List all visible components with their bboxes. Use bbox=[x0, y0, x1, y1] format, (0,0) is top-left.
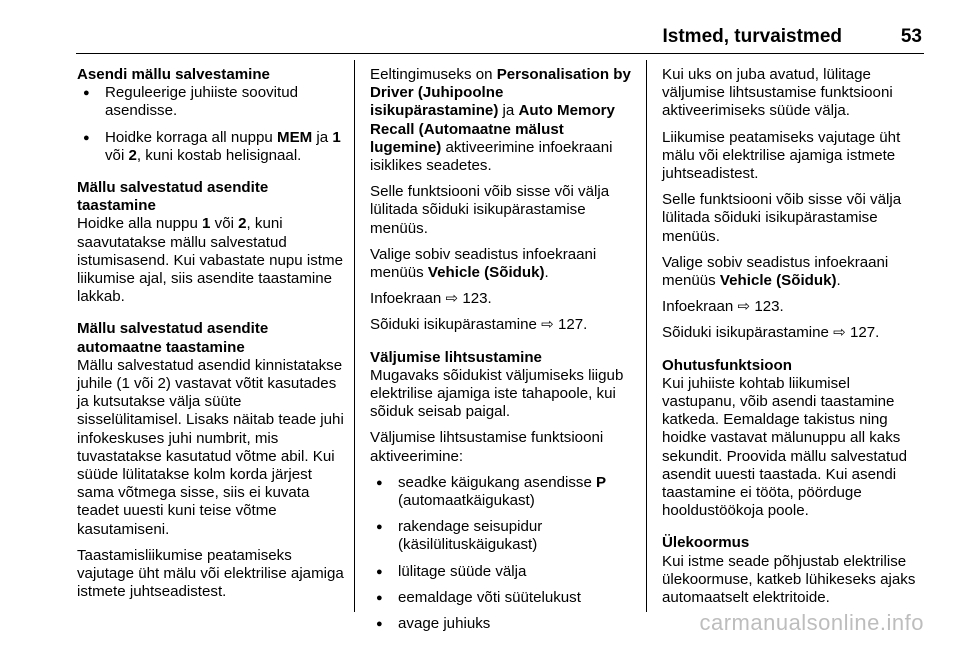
button-label-2: 2 bbox=[238, 215, 247, 233]
section-auto-restore bbox=[77, 320, 345, 601]
button-label-1: 1 bbox=[202, 215, 211, 233]
page-number: 53 bbox=[900, 26, 922, 47]
section-heading: Asendi mällu salvestamine bbox=[77, 66, 270, 83]
paragraph: Kui juhiiste kohtab liikumisel vastupanu, võib asendi taastamine katkeda. Eemaldage takistus ning hoidke vastavat mälunuppu all kaks sekundit. Proovida mällu salvestatud asendit uuesti taastada. Kui asendi taastamine ei tööta, pöörduge hooldustöökoja poole. bbox=[662, 374, 907, 520]
column-divider-2 bbox=[646, 60, 647, 612]
section-heading: Mällu salvestatud asendite automaatne taastamine bbox=[77, 320, 269, 356]
list-item-text: , kuni kostab helisignaal. bbox=[136, 146, 302, 164]
section-heading: Mällu salvestatud asendite taastamine bbox=[77, 179, 269, 215]
paragraph: Väljumise lihtsustamise funktsiooni aktiveerimine: bbox=[370, 429, 604, 465]
bullet-list bbox=[77, 84, 345, 165]
column-2 bbox=[370, 66, 635, 647]
section-heading: Väljumise lihtsustamine bbox=[370, 348, 542, 366]
list-item bbox=[77, 84, 345, 120]
cross-reference: Infoekraan ⇨ 123. bbox=[370, 290, 492, 308]
page-title: Istmed, turvaistmed bbox=[662, 26, 842, 47]
section-overload bbox=[662, 534, 927, 607]
list-item: ● avage juhiuks bbox=[370, 615, 635, 633]
menu-name: Vehicle (Sõiduk) bbox=[427, 264, 545, 282]
section-memory-restore bbox=[77, 179, 345, 306]
bullet-list bbox=[370, 474, 635, 633]
setting-name: Auto Memory Recall (Automaatne mälust lugemine) bbox=[370, 102, 615, 156]
header-divider bbox=[76, 53, 924, 54]
watermark: carmanualsonline.info bbox=[699, 610, 924, 635]
paragraph: Mällu salvestatud asendid kinnistatakse juhile (1 või 2) vastavat võtit kasutades ja kutsutakse välja süüte sisselülitamisel. Lisaks näitab teade juhi infokeskuses juhi numbrit, mis tuvastatakse kasutatud võtme abil. Kui süüde lülitatakse kolm korda järjest sama võtmega sisse, siis ei kuvata teadet uuesti kuni teise võtme kasutamiseni. bbox=[77, 356, 344, 538]
section-safety-function bbox=[662, 357, 927, 521]
section-prerequisites bbox=[370, 66, 635, 335]
button-label-mem: MEM bbox=[277, 128, 313, 146]
cross-reference: Sõiduki isikupärastamine ⇨ 127. bbox=[370, 316, 588, 334]
menu-name: Vehicle (Sõiduk) bbox=[719, 272, 837, 290]
section-easy-exit bbox=[370, 349, 635, 634]
list-item-text: või bbox=[105, 146, 129, 164]
button-label-1: 1 bbox=[332, 128, 341, 146]
cross-reference: Infoekraan ⇨ 123. bbox=[662, 298, 784, 316]
list-item-text: Hoidke korraga all nuppu bbox=[105, 128, 278, 146]
list-item-text: ja bbox=[312, 128, 333, 146]
list-item: ● eemaldage võti süütelukust bbox=[370, 589, 635, 607]
paragraph: Eeltingimuseks on Personalisation by Driver (Juhipoolne isikupärastamine) ja Auto Memory Recall (Automaatne mälust lugemine) aktiveerimine infoekraani isiklikes seadetes. bbox=[370, 66, 631, 175]
column-divider-1 bbox=[354, 60, 355, 612]
list-item: ● rakendage seisupidur (käsilülituskäigukast) bbox=[370, 518, 635, 554]
paragraph: Valige sobiv seadistus infoekraani menüüs Vehicle (Sõiduk). bbox=[662, 253, 889, 290]
list-item-text: Reguleerige juhiiste soovitud asendisse. bbox=[105, 84, 298, 120]
paragraph: Kui istme seade põhjustab elektrilise ülekoormuse, katkeb lühikeseks ajaks automaatselt elektritoide. bbox=[662, 552, 916, 607]
gear-position: P bbox=[596, 473, 607, 491]
list-item: ● lülitage süüde välja bbox=[370, 563, 635, 581]
section-memory-save bbox=[77, 66, 345, 165]
section-easy-exit-cont bbox=[662, 66, 927, 343]
list-item: ● seadke käigukang asendisse P (automaatkäigukast) bbox=[370, 474, 635, 510]
cross-reference: Sõiduki isikupärastamine ⇨ 127. bbox=[662, 324, 880, 342]
page-header bbox=[0, 0, 960, 58]
button-label-2: 2 bbox=[128, 146, 137, 164]
paragraph: Selle funktsiooni võib sisse või välja lülitada sõiduki isikupärastamise menüüs. bbox=[370, 183, 610, 237]
column-3 bbox=[662, 66, 927, 621]
paragraph: Valige sobiv seadistus infoekraani menüüs Vehicle (Sõiduk). bbox=[370, 245, 597, 282]
paragraph: Mugavaks sõidukist väljumiseks liigub elektrilise ajamiga iste tahapoole, kui sõiduk seisab paigal. bbox=[370, 366, 624, 421]
column-1 bbox=[77, 66, 345, 615]
section-heading: Ülekoormus bbox=[662, 534, 750, 552]
setting-name: Personalisation by Driver (Juhipoolne isikupärastamine) bbox=[370, 66, 631, 120]
paragraph: Selle funktsiooni võib sisse või välja lülitada sõiduki isikupärastamise menüüs. bbox=[662, 191, 902, 245]
paragraph: Kui uks on juba avatud, lülitage väljumise lihtsustamise funktsiooni aktiveerimiseks süüde välja. bbox=[662, 66, 893, 120]
list-item bbox=[77, 129, 345, 165]
paragraph: Hoidke alla nuppu 1 või 2, kuni saavutatakse mällu salvestatud istumisasend. Kui vabastate nupu istme liikumise ajal, siis asendite taastamine lakkab. bbox=[77, 215, 343, 306]
paragraph: Taastamisliikumise peatamiseks vajutage üht mälu või elektrilise ajamiga istmete juhtseadistest. bbox=[77, 546, 344, 601]
paragraph: Liikumise peatamiseks vajutage üht mälu või elektrilise ajamiga istmete juhtseadistest. bbox=[662, 128, 901, 183]
section-heading: Ohutusfunktsioon bbox=[662, 356, 792, 374]
